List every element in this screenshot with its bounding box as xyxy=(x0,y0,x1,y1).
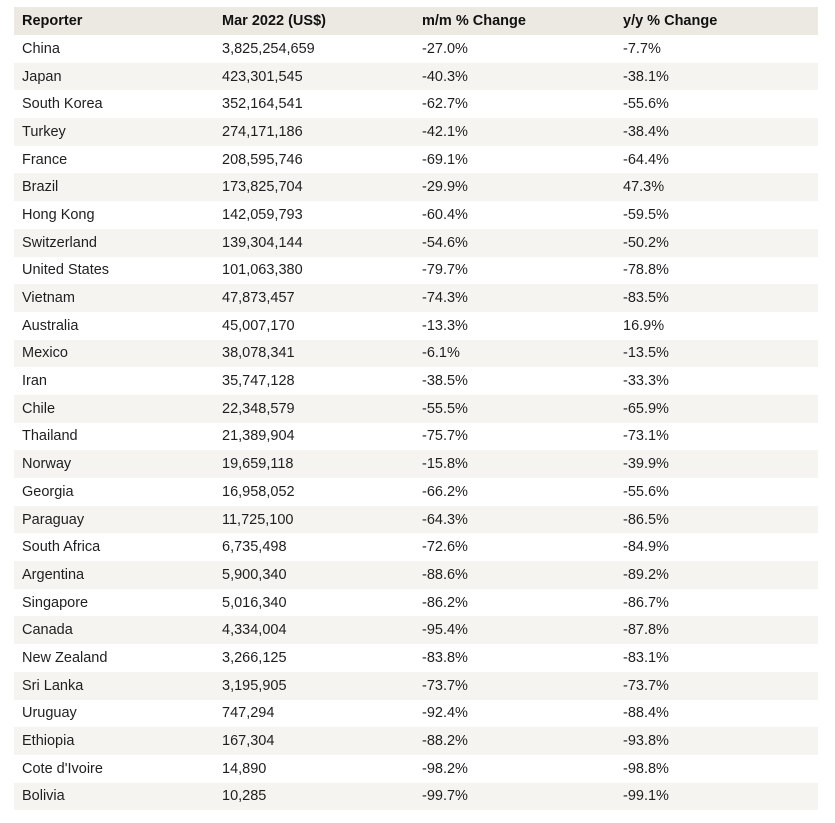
yy-change-cell: -59.5% xyxy=(623,206,669,223)
value-cell: 38,078,341 xyxy=(222,345,295,362)
table-row xyxy=(14,395,818,423)
table-header xyxy=(14,7,818,35)
value-cell: 35,747,128 xyxy=(222,373,295,390)
reporter-cell: Paraguay xyxy=(22,511,85,528)
reporter-cell: Georgia xyxy=(22,483,74,500)
table-row xyxy=(14,423,818,451)
mm-change-cell: -92.4% xyxy=(422,705,468,722)
reporter-cell: Mexico xyxy=(22,345,68,362)
reporter-table xyxy=(14,7,818,810)
table-row xyxy=(14,367,818,395)
value-cell: 45,007,170 xyxy=(222,317,295,334)
value-cell: 11,725,100 xyxy=(222,511,294,528)
table-row xyxy=(14,284,818,312)
mm-change-cell: -98.2% xyxy=(422,760,468,777)
reporter-cell: South Africa xyxy=(22,539,101,556)
yy-change-cell: -89.2% xyxy=(623,566,669,583)
value-cell: 47,873,457 xyxy=(222,290,295,307)
value-cell: 274,171,186 xyxy=(222,123,303,140)
mm-change-cell: -74.3% xyxy=(422,290,468,307)
yy-change-cell: 16.9% xyxy=(623,317,665,334)
mm-change-cell: -66.2% xyxy=(422,483,468,500)
reporter-cell: Canada xyxy=(22,622,73,639)
reporter-cell: New Zealand xyxy=(22,649,108,666)
value-cell: 142,059,793 xyxy=(222,206,303,223)
reporter-cell: Brazil xyxy=(22,179,59,196)
value-cell: 5,900,340 xyxy=(222,566,287,583)
reporter-cell: Vietnam xyxy=(22,290,75,307)
value-cell: 167,304 xyxy=(222,733,275,750)
mm-change-cell: -38.5% xyxy=(422,373,468,390)
mm-change-cell: -75.7% xyxy=(422,428,468,445)
table-row xyxy=(14,229,818,257)
value-cell: 3,825,254,659 xyxy=(222,40,315,57)
mm-change-cell: -83.8% xyxy=(422,649,468,666)
reporter-cell: Thailand xyxy=(22,428,78,445)
mm-change-cell: -86.2% xyxy=(422,594,468,611)
mm-change-cell: -95.4% xyxy=(422,622,468,639)
yy-change-cell: -73.1% xyxy=(623,428,669,445)
mm-change-cell: -99.7% xyxy=(422,788,468,805)
yy-change-cell: -33.3% xyxy=(623,373,669,390)
value-cell: 352,164,541 xyxy=(222,96,303,113)
reporter-cell: Switzerland xyxy=(22,234,97,251)
mm-change-cell: -40.3% xyxy=(422,68,468,85)
table-row xyxy=(14,533,818,561)
mm-change-cell: -6.1% xyxy=(422,345,460,362)
value-cell: 747,294 xyxy=(222,705,275,722)
yy-change-cell: -64.4% xyxy=(623,151,669,168)
reporter-cell: Argentina xyxy=(22,566,85,583)
value-cell: 21,389,904 xyxy=(222,428,295,445)
yy-change-cell: -99.1% xyxy=(623,788,669,805)
yy-change-cell: -13.5% xyxy=(623,345,669,362)
value-cell: 139,304,144 xyxy=(222,234,303,251)
value-cell: 16,958,052 xyxy=(222,483,295,500)
reporter-cell: Norway xyxy=(22,456,72,473)
reporter-cell: China xyxy=(22,40,60,57)
value-cell: 6,735,498 xyxy=(222,539,287,556)
table-row xyxy=(14,783,818,811)
mm-change-cell: -27.0% xyxy=(422,40,468,57)
yy-change-cell: -38.1% xyxy=(623,68,669,85)
yy-change-cell: -93.8% xyxy=(623,733,669,750)
value-cell: 3,195,905 xyxy=(222,677,287,694)
table-row xyxy=(14,589,818,617)
value-cell: 4,334,004 xyxy=(222,622,287,639)
reporter-cell: Iran xyxy=(22,373,47,390)
yy-change-cell: -86.5% xyxy=(623,511,669,528)
value-cell: 19,659,118 xyxy=(222,456,294,473)
table-row xyxy=(14,90,818,118)
table-row xyxy=(14,700,818,728)
reporter-cell: Hong Kong xyxy=(22,206,95,223)
value-cell: 173,825,704 xyxy=(222,179,303,196)
table-row xyxy=(14,478,818,506)
reporter-table-container xyxy=(14,7,818,810)
yy-change-cell: -55.6% xyxy=(623,96,669,113)
reporter-cell: Singapore xyxy=(22,594,89,611)
table-row xyxy=(14,118,818,146)
mm-change-cell: -62.7% xyxy=(422,96,468,113)
mm-change-cell: -69.1% xyxy=(422,151,468,168)
value-cell: 22,348,579 xyxy=(222,400,295,417)
mm-change-cell: -55.5% xyxy=(422,400,468,417)
table-row xyxy=(14,561,818,589)
reporter-cell: Ethiopia xyxy=(22,733,75,750)
table-row xyxy=(14,727,818,755)
value-cell: 208,595,746 xyxy=(222,151,303,168)
yy-change-cell: -65.9% xyxy=(623,400,669,417)
value-cell: 5,016,340 xyxy=(222,594,287,611)
reporter-cell: Australia xyxy=(22,317,79,334)
value-cell: 423,301,545 xyxy=(222,68,303,85)
header-yy-change: y/y % Change xyxy=(623,13,718,29)
reporter-cell: Sri Lanka xyxy=(22,677,84,694)
table-row xyxy=(14,644,818,672)
reporter-cell: Japan xyxy=(22,68,62,85)
reporter-cell: Cote d'Ivoire xyxy=(22,760,103,777)
yy-change-cell: -86.7% xyxy=(623,594,669,611)
value-cell: 3,266,125 xyxy=(222,649,287,666)
mm-change-cell: -72.6% xyxy=(422,539,468,556)
header-mm-change: m/m % Change xyxy=(422,13,526,29)
reporter-cell: United States xyxy=(22,262,110,279)
yy-change-cell: -78.8% xyxy=(623,262,669,279)
table-row xyxy=(14,450,818,478)
table-row xyxy=(14,755,818,783)
table-row xyxy=(14,506,818,534)
yy-change-cell: -50.2% xyxy=(623,234,669,251)
reporter-cell: France xyxy=(22,151,68,168)
table-row xyxy=(14,616,818,644)
table-row xyxy=(14,63,818,91)
mm-change-cell: -54.6% xyxy=(422,234,468,251)
yy-change-cell: -83.1% xyxy=(623,649,669,666)
table-row xyxy=(14,146,818,174)
table-row xyxy=(14,35,818,63)
yy-change-cell: -55.6% xyxy=(623,483,669,500)
mm-change-cell: -42.1% xyxy=(422,123,468,140)
mm-change-cell: -88.6% xyxy=(422,566,468,583)
yy-change-cell: -73.7% xyxy=(623,677,669,694)
mm-change-cell: -64.3% xyxy=(422,511,468,528)
header-row xyxy=(14,7,818,35)
mm-change-cell: -60.4% xyxy=(422,206,468,223)
header-reporter: Reporter xyxy=(22,13,83,29)
table-row xyxy=(14,201,818,229)
table-row xyxy=(14,312,818,340)
reporter-cell: Turkey xyxy=(22,123,66,140)
mm-change-cell: -13.3% xyxy=(422,317,468,334)
value-cell: 101,063,380 xyxy=(222,262,303,279)
value-cell: 10,285 xyxy=(222,788,267,805)
table-row xyxy=(14,257,818,285)
yy-change-cell: -39.9% xyxy=(623,456,669,473)
table-row xyxy=(14,672,818,700)
table-row xyxy=(14,340,818,368)
reporter-cell: Chile xyxy=(22,400,56,417)
mm-change-cell: -79.7% xyxy=(422,262,468,279)
yy-change-cell: -84.9% xyxy=(623,539,669,556)
yy-change-cell: -83.5% xyxy=(623,290,669,307)
value-cell: 14,890 xyxy=(222,760,267,777)
table-body xyxy=(14,35,818,810)
yy-change-cell: -98.8% xyxy=(623,760,669,777)
table-row xyxy=(14,173,818,201)
reporter-cell: South Korea xyxy=(22,96,103,113)
header-mar-2022-value: Mar 2022 (US$) xyxy=(222,13,326,29)
mm-change-cell: -15.8% xyxy=(422,456,468,473)
yy-change-cell: -87.8% xyxy=(623,622,669,639)
yy-change-cell: -7.7% xyxy=(623,40,661,57)
yy-change-cell: 47.3% xyxy=(623,179,665,196)
yy-change-cell: -88.4% xyxy=(623,705,669,722)
yy-change-cell: -38.4% xyxy=(623,123,669,140)
mm-change-cell: -88.2% xyxy=(422,733,468,750)
reporter-cell: Uruguay xyxy=(22,705,77,722)
mm-change-cell: -73.7% xyxy=(422,677,468,694)
reporter-cell: Bolivia xyxy=(22,788,65,805)
mm-change-cell: -29.9% xyxy=(422,179,468,196)
